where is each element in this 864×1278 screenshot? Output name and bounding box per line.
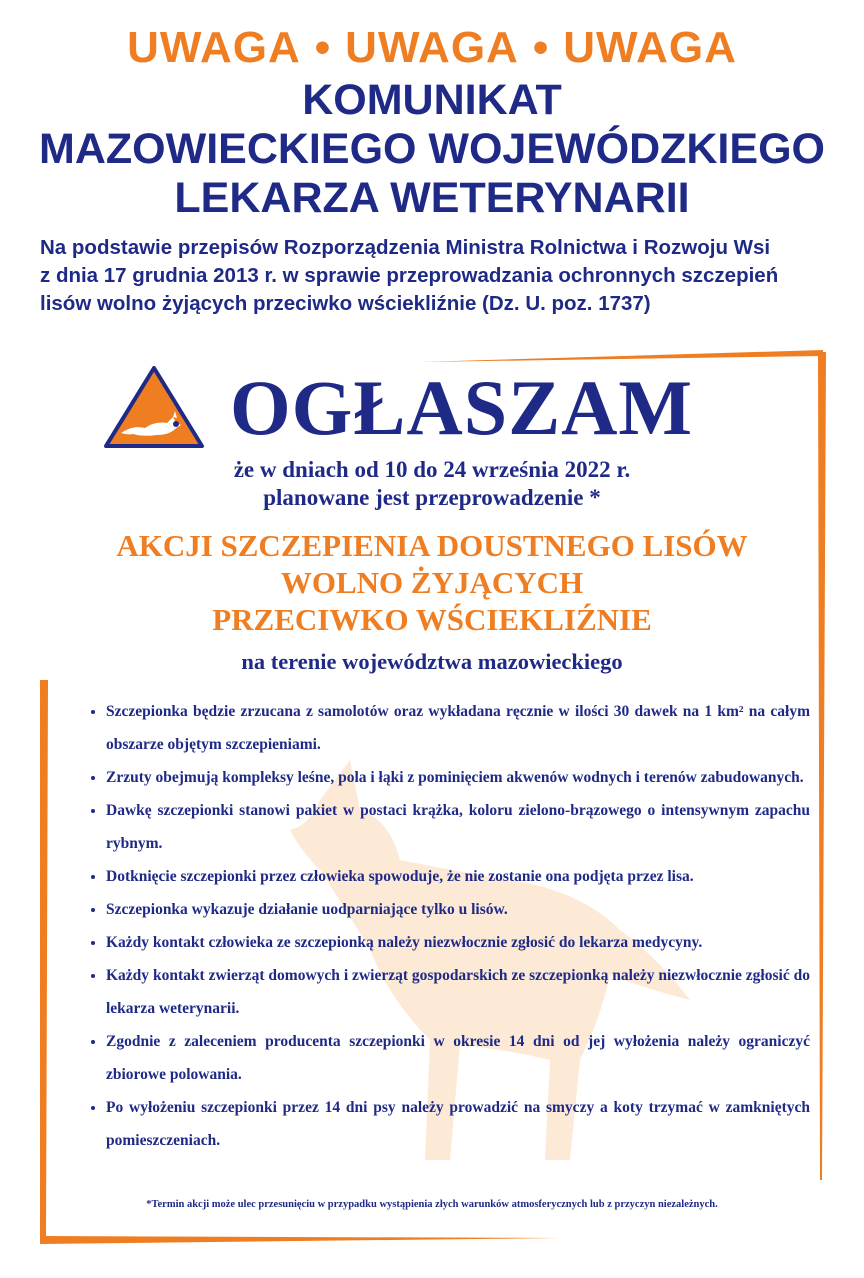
- announcement-heading: OGŁASZAM: [230, 364, 694, 451]
- campaign-name-line: PRZECIWKO WŚCIEKLIŹNIE: [212, 602, 652, 637]
- list-item: • Zgodnie z zaleceniem producenta szczepionki w okresie 14 dni od jej wyłożenia należy ograniczyć zbiorowe polowania.: [106, 1025, 810, 1091]
- legal-basis-line: z dnia 17 grudnia 2013 r. w sprawie przeprowadzania ochronnych szczepień: [40, 264, 779, 287]
- uwaga-word: UWAGA: [345, 23, 519, 72]
- campaign-region: na terenie województwa mazowieckiego: [241, 649, 623, 674]
- campaign-name-line: WOLNO ŻYJĄCYCH: [280, 565, 584, 600]
- title-line: MAZOWIECKIEGO WOJEWÓDZKIEGO: [39, 125, 825, 173]
- list-item: • Każdy kontakt człowieka ze szczepionką należy niezwłocznie zgłosić do lekarza medycyny.: [106, 926, 810, 959]
- title-line: KOMUNIKAT: [302, 76, 562, 124]
- uwaga-word: UWAGA: [563, 23, 737, 72]
- title-line: LEKARZA WETERYNARII: [174, 174, 690, 222]
- campaign-dates: [0, 456, 864, 512]
- list-item: • Dawkę szczepionki stanowi pakiet w postaci krążka, koloru zielono-brązowego o intensywnym zapachu rybnym.: [106, 794, 810, 860]
- separator-dot: •: [532, 23, 550, 72]
- separator-dot: •: [314, 23, 332, 72]
- campaign-name: [0, 527, 864, 638]
- page-title: [0, 76, 864, 223]
- dates-line: że w dniach od 10 do 24 września 2022 r.: [233, 457, 631, 482]
- list-item: • Dotknięcie szczepionki przez człowieka spowoduje, że nie zostanie ona podjęta przez lisa.: [106, 860, 810, 893]
- list-item: • Szczepionka będzie zrzucana z samolotów oraz wykładana ręcznie w ilości 30 dawek na 1 km² na całym obszarze objętym szczepieniami.: [106, 695, 810, 761]
- legal-basis-line: lisów wolno żyjących przeciwko wściekliźnie (Dz. U. poz. 1737): [40, 292, 651, 315]
- list-item: • Każdy kontakt zwierząt domowych i zwierząt gospodarskich ze szczepionką należy niezwłocznie zgłosić do lekarza weterynarii.: [106, 959, 810, 1025]
- footnote: *Termin akcji może ulec przesunięciu w przypadku wystąpienia złych warunków atmosferycznych lub z przyczyn niezależnych.: [146, 1199, 718, 1210]
- campaign-name-line: AKCJI SZCZEPIENIA DOUSTNEGO LISÓW: [116, 528, 748, 563]
- dates-line: planowane jest przeprowadzenie *: [263, 485, 601, 510]
- fox-warning-triangle-icon: [103, 365, 205, 449]
- list-item: • Zrzuty obejmują kompleksy leśne, pola i łąki z pominięciem akwenów wodnych i terenów zabudowanych.: [106, 761, 810, 794]
- legal-basis: [40, 234, 840, 318]
- uwaga-banner: [0, 22, 864, 74]
- list-item: • Szczepionka wykazuje działanie uodparniające tylko u lisów.: [106, 893, 810, 926]
- information-list: [82, 695, 810, 1157]
- list-item: • Po wyłożeniu szczepionki przez 14 dni psy należy prowadzić na smyczy a koty trzymać w zamkniętych pomieszczeniach.: [106, 1091, 810, 1157]
- legal-basis-line: Na podstawie przepisów Rozporządzenia Ministra Rolnictwa i Rozwoju Wsi: [40, 236, 771, 259]
- uwaga-word: UWAGA: [127, 23, 301, 72]
